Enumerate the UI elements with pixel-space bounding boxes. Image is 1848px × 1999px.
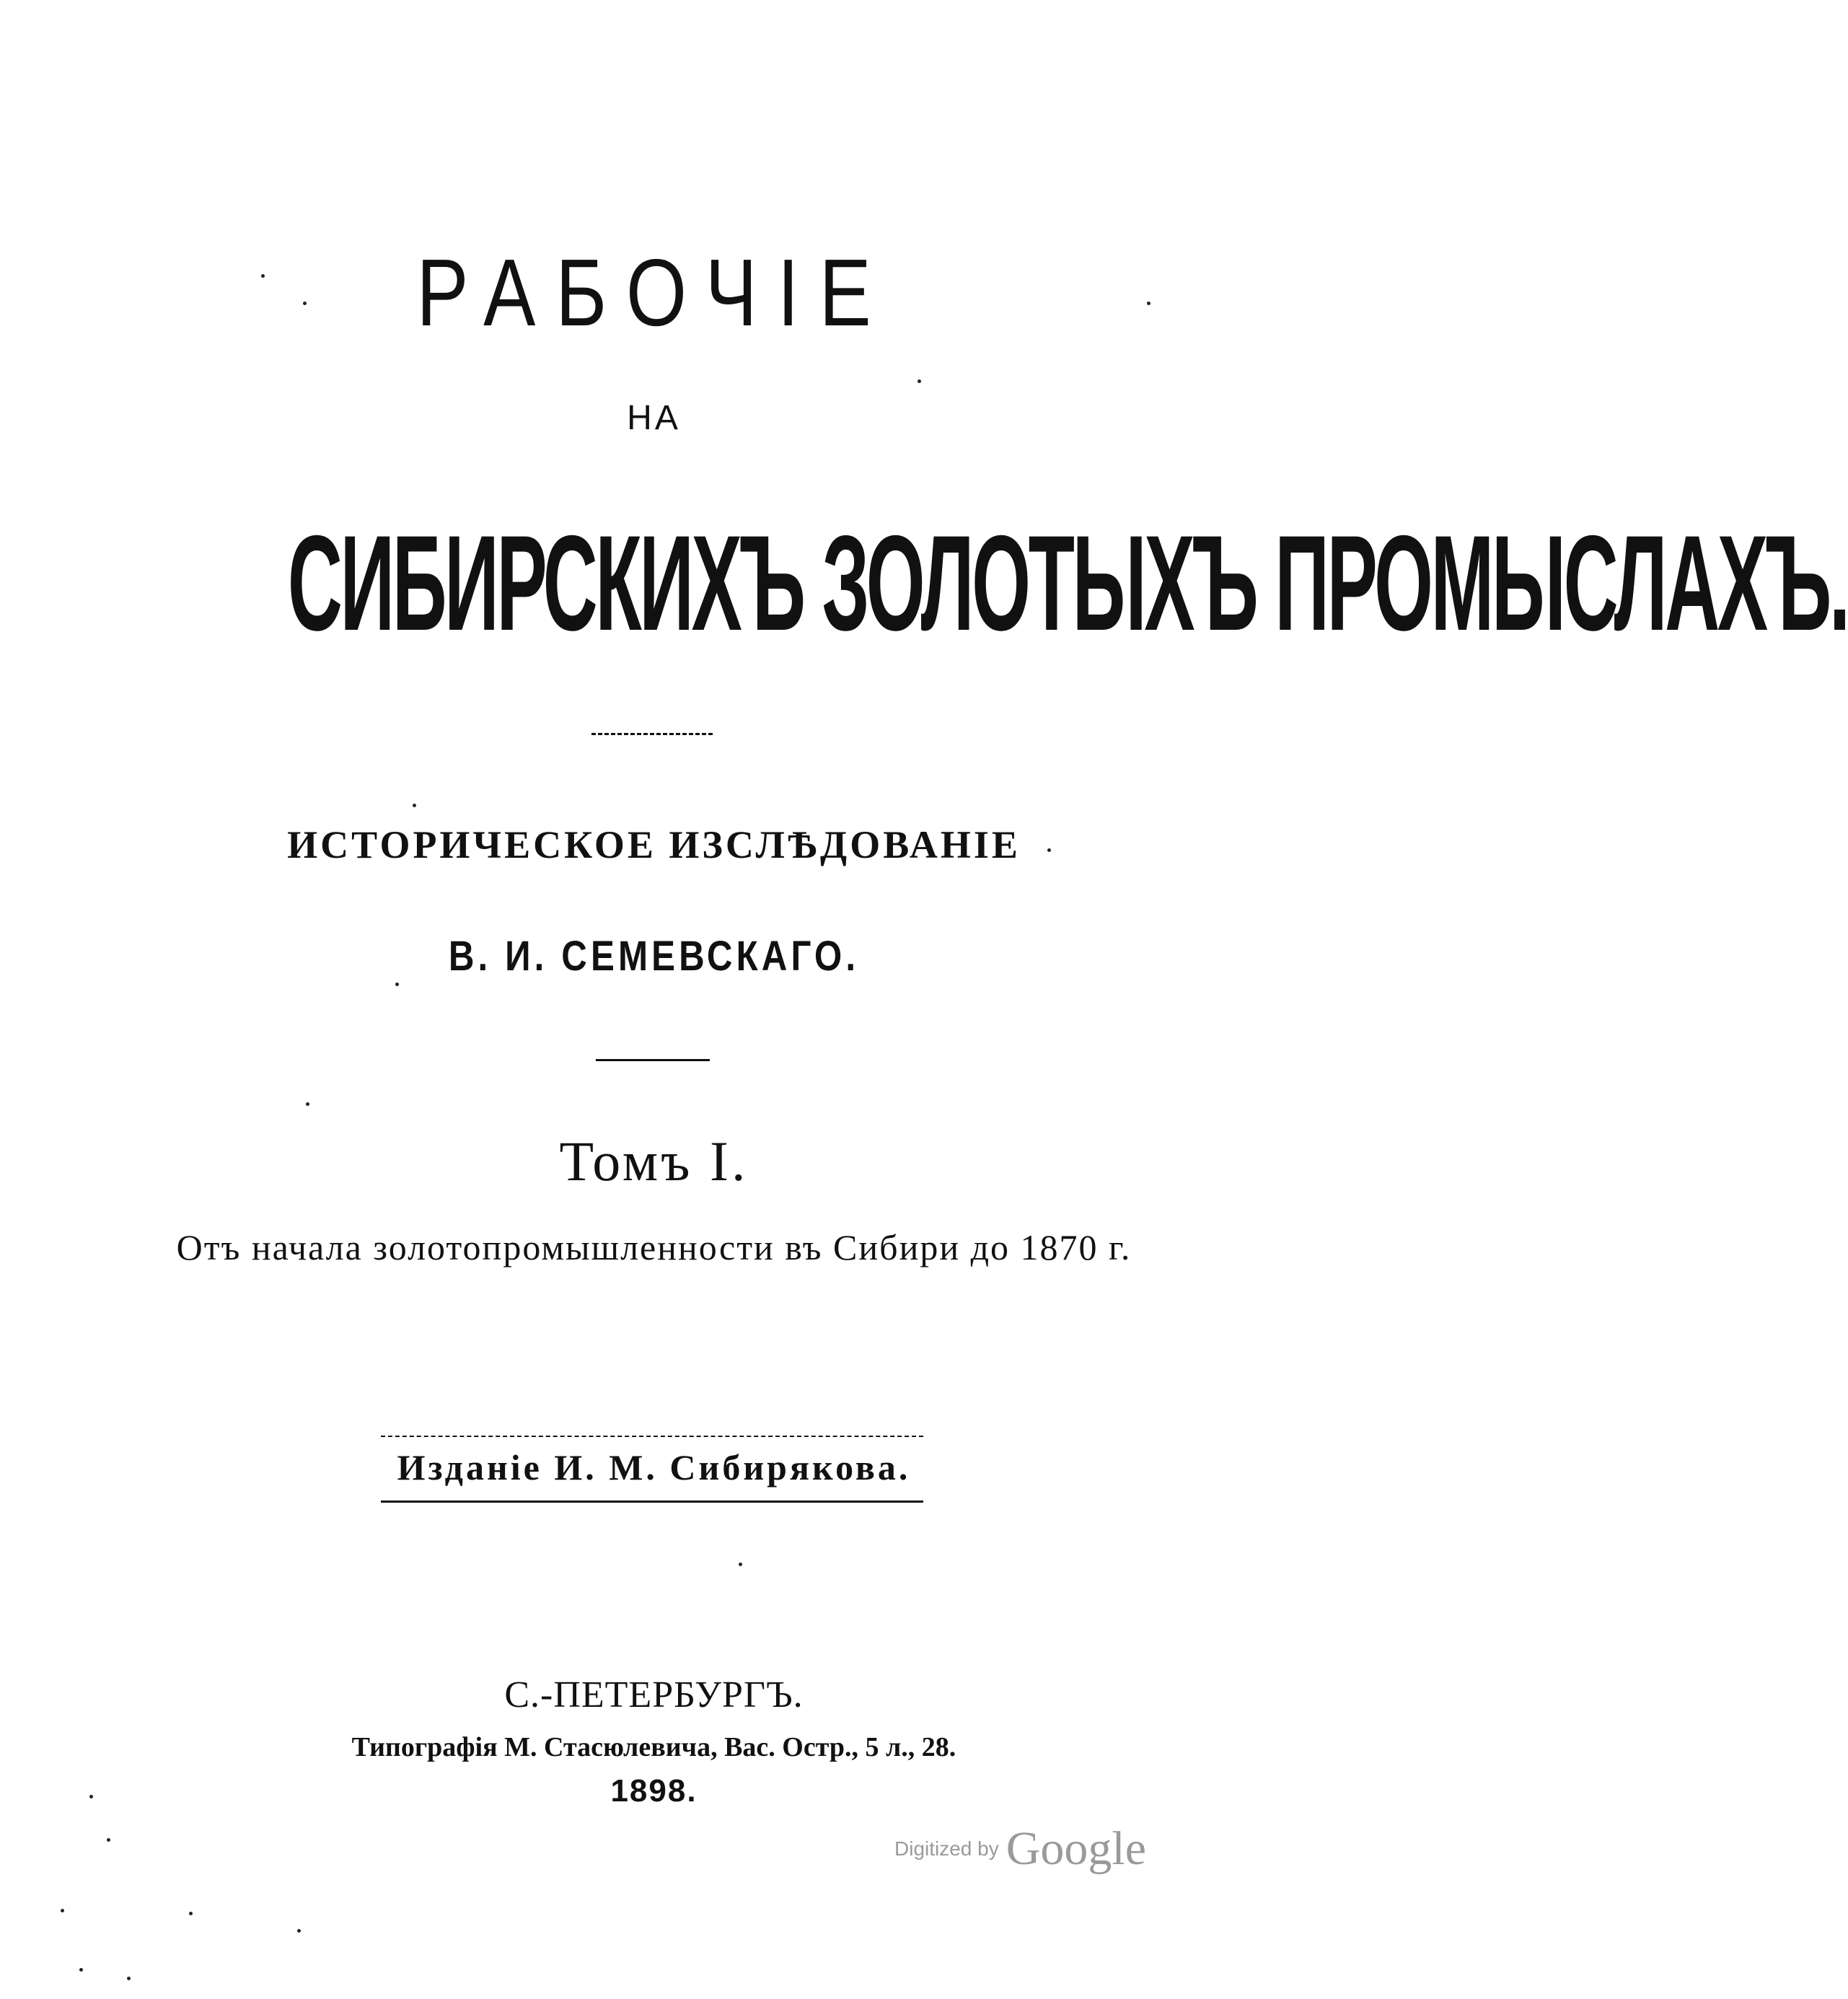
ornamental-rule-top <box>591 733 713 735</box>
digitized-watermark <box>894 1822 1146 1876</box>
divider-rule <box>596 1059 710 1061</box>
title-main: РАБОЧІЕ <box>416 240 892 346</box>
scan-speck <box>306 1102 309 1106</box>
scan-speck <box>413 804 416 807</box>
publisher-rule-bottom <box>381 1501 923 1503</box>
scan-speck <box>107 1838 110 1842</box>
scan-speck <box>297 1929 301 1933</box>
genre-line: ИСТОРИЧЕСКОЕ ИЗСЛѢДОВАНІЕ <box>287 823 1021 866</box>
title-connector: НА <box>627 399 681 437</box>
scan-speck <box>89 1795 93 1798</box>
scan-speck <box>261 274 265 278</box>
imprint-printer: Типографія М. Стасюлевича, Вас. Остр., 5 л., 28. <box>351 1732 956 1762</box>
scan-speck <box>303 302 307 305</box>
volume-subtitle: Отъ начала золотопромышленности въ Сибири до 1870 г. <box>176 1227 1132 1268</box>
scan-speck <box>739 1563 742 1566</box>
scan-speck <box>61 1909 64 1912</box>
scan-speck <box>918 379 921 383</box>
publisher-line: Изданіе И. М. Сибирякова. <box>397 1447 911 1488</box>
imprint-city: С.-ПЕТЕРБУРГЪ. <box>504 1674 804 1715</box>
author-line: В. И. СЕМЕВСКАГО. <box>448 933 860 980</box>
scan-speck <box>395 983 399 986</box>
volume-label: Томъ I. <box>559 1130 749 1192</box>
scan-speck <box>189 1912 193 1915</box>
scan-speck <box>127 1977 131 1980</box>
google-logo: Google <box>1006 1822 1147 1875</box>
scan-speck <box>79 1968 83 1972</box>
imprint-year: 1898. <box>610 1773 698 1809</box>
watermark-prefix: Digitized by <box>894 1837 999 1860</box>
scan-speck <box>1047 848 1051 852</box>
publisher-rule-top <box>381 1436 923 1437</box>
title-subtitle: СИБИРСКИХЪ ЗОЛОТЫХЪ ПРОМЫСЛАХЪ. <box>287 507 1848 659</box>
scan-speck <box>1147 302 1150 305</box>
